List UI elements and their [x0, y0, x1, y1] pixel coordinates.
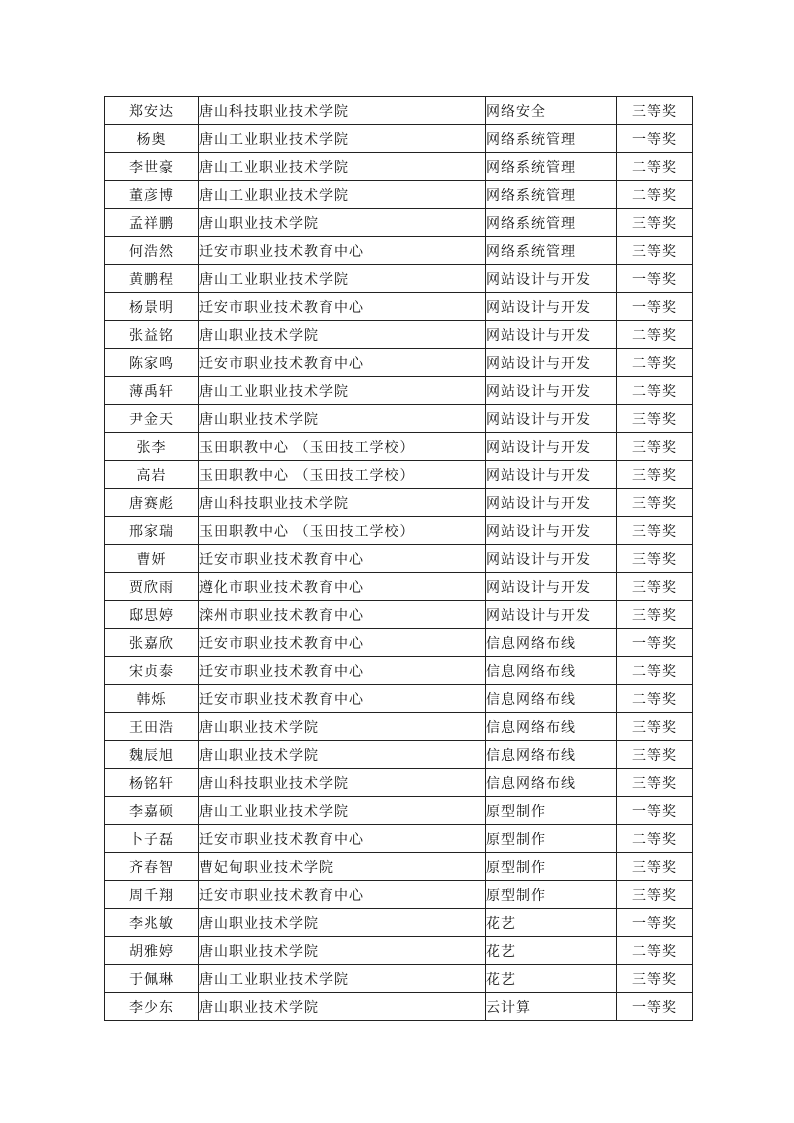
- school-cell: 玉田职教中心 （玉田技工学校）: [199, 461, 486, 489]
- school-cell: 遵化市职业技术教育中心: [199, 573, 486, 601]
- event-cell: 网络系统管理: [486, 237, 617, 265]
- table-row: [105, 741, 693, 769]
- school-cell: 迁安市职业技术教育中心: [199, 881, 486, 909]
- school-cell: 迁安市职业技术教育中心: [199, 629, 486, 657]
- event-cell: 信息网络布线: [486, 769, 617, 797]
- school-cell: 迁安市职业技术教育中心: [199, 237, 486, 265]
- student-name-cell: 张李: [105, 433, 199, 461]
- table-row: [105, 293, 693, 321]
- award-cell: 二等奖: [617, 321, 693, 349]
- student-name-cell: 邢家瑞: [105, 517, 199, 545]
- table-row: [105, 937, 693, 965]
- table-row: [105, 657, 693, 685]
- student-name-cell: 高岩: [105, 461, 199, 489]
- award-cell: 二等奖: [617, 153, 693, 181]
- event-cell: 网站设计与开发: [486, 433, 617, 461]
- award-cell: 二等奖: [617, 349, 693, 377]
- student-name-cell: 周千翔: [105, 881, 199, 909]
- table-row: [105, 97, 693, 125]
- student-name-cell: 郑安达: [105, 97, 199, 125]
- award-cell: 一等奖: [617, 293, 693, 321]
- student-name-cell: 杨景明: [105, 293, 199, 321]
- school-cell: 迁安市职业技术教育中心: [199, 657, 486, 685]
- event-cell: 网络系统管理: [486, 181, 617, 209]
- event-cell: 原型制作: [486, 881, 617, 909]
- award-cell: 三等奖: [617, 517, 693, 545]
- table-row: [105, 349, 693, 377]
- student-name-cell: 李世豪: [105, 153, 199, 181]
- school-cell: 迁安市职业技术教育中心: [199, 293, 486, 321]
- award-cell: 一等奖: [617, 909, 693, 937]
- table-row: [105, 125, 693, 153]
- event-cell: 网站设计与开发: [486, 265, 617, 293]
- student-name-cell: 于佩琳: [105, 965, 199, 993]
- award-cell: 三等奖: [617, 741, 693, 769]
- table-row: [105, 321, 693, 349]
- award-cell: 二等奖: [617, 181, 693, 209]
- award-cell: 二等奖: [617, 657, 693, 685]
- student-name-cell: 贾欣雨: [105, 573, 199, 601]
- student-name-cell: 李少东: [105, 993, 199, 1021]
- school-cell: 曹妃甸职业技术学院: [199, 853, 486, 881]
- student-name-cell: 董彦博: [105, 181, 199, 209]
- award-cell: 三等奖: [617, 545, 693, 573]
- awards-table-body: [105, 97, 693, 1021]
- event-cell: 原型制作: [486, 853, 617, 881]
- award-cell: 三等奖: [617, 713, 693, 741]
- school-cell: 唐山工业职业技术学院: [199, 125, 486, 153]
- student-name-cell: 王田浩: [105, 713, 199, 741]
- table-row: [105, 909, 693, 937]
- event-cell: 原型制作: [486, 797, 617, 825]
- school-cell: 唐山工业职业技术学院: [199, 153, 486, 181]
- student-name-cell: 陈家鸣: [105, 349, 199, 377]
- table-row: [105, 433, 693, 461]
- award-cell: 三等奖: [617, 965, 693, 993]
- award-cell: 三等奖: [617, 853, 693, 881]
- event-cell: 云计算: [486, 993, 617, 1021]
- table-row: [105, 209, 693, 237]
- table-row: [105, 153, 693, 181]
- student-name-cell: 孟祥鹏: [105, 209, 199, 237]
- event-cell: 网络系统管理: [486, 209, 617, 237]
- award-cell: 三等奖: [617, 433, 693, 461]
- student-name-cell: 张嘉欣: [105, 629, 199, 657]
- table-row: [105, 405, 693, 433]
- table-row: [105, 629, 693, 657]
- school-cell: 唐山职业技术学院: [199, 209, 486, 237]
- event-cell: 网络安全: [486, 97, 617, 125]
- event-cell: 网站设计与开发: [486, 545, 617, 573]
- school-cell: 唐山职业技术学院: [199, 405, 486, 433]
- student-name-cell: 齐春智: [105, 853, 199, 881]
- student-name-cell: 薄禹轩: [105, 377, 199, 405]
- award-cell: 三等奖: [617, 461, 693, 489]
- table-row: [105, 237, 693, 265]
- awards-table: [104, 96, 693, 1021]
- award-cell: 三等奖: [617, 881, 693, 909]
- event-cell: 花艺: [486, 937, 617, 965]
- event-cell: 花艺: [486, 909, 617, 937]
- school-cell: 唐山科技职业技术学院: [199, 489, 486, 517]
- student-name-cell: 胡雅婷: [105, 937, 199, 965]
- event-cell: 网站设计与开发: [486, 405, 617, 433]
- table-row: [105, 853, 693, 881]
- award-cell: 二等奖: [617, 937, 693, 965]
- school-cell: 唐山工业职业技术学院: [199, 797, 486, 825]
- table-row: [105, 517, 693, 545]
- table-row: [105, 181, 693, 209]
- student-name-cell: 杨奥: [105, 125, 199, 153]
- school-cell: 唐山职业技术学院: [199, 909, 486, 937]
- student-name-cell: 韩烁: [105, 685, 199, 713]
- event-cell: 网站设计与开发: [486, 461, 617, 489]
- student-name-cell: 魏辰旭: [105, 741, 199, 769]
- event-cell: 网站设计与开发: [486, 601, 617, 629]
- student-name-cell: 唐赛彪: [105, 489, 199, 517]
- table-row: [105, 769, 693, 797]
- school-cell: 唐山职业技术学院: [199, 741, 486, 769]
- school-cell: 唐山工业职业技术学院: [199, 965, 486, 993]
- event-cell: 网络系统管理: [486, 153, 617, 181]
- award-cell: 一等奖: [617, 265, 693, 293]
- school-cell: 唐山职业技术学院: [199, 993, 486, 1021]
- student-name-cell: 邸思婷: [105, 601, 199, 629]
- student-name-cell: 尹金天: [105, 405, 199, 433]
- school-cell: 唐山职业技术学院: [199, 713, 486, 741]
- award-cell: 三等奖: [617, 573, 693, 601]
- school-cell: 唐山职业技术学院: [199, 937, 486, 965]
- award-cell: 三等奖: [617, 601, 693, 629]
- event-cell: 网站设计与开发: [486, 489, 617, 517]
- table-row: [105, 601, 693, 629]
- school-cell: 唐山职业技术学院: [199, 321, 486, 349]
- event-cell: 信息网络布线: [486, 657, 617, 685]
- school-cell: 唐山工业职业技术学院: [199, 265, 486, 293]
- event-cell: 花艺: [486, 965, 617, 993]
- school-cell: 玉田职教中心 （玉田技工学校）: [199, 433, 486, 461]
- student-name-cell: 李兆敏: [105, 909, 199, 937]
- event-cell: 原型制作: [486, 825, 617, 853]
- event-cell: 网站设计与开发: [486, 321, 617, 349]
- student-name-cell: 黄鹏程: [105, 265, 199, 293]
- award-cell: 一等奖: [617, 797, 693, 825]
- table-row: [105, 685, 693, 713]
- school-cell: 迁安市职业技术教育中心: [199, 545, 486, 573]
- table-row: [105, 993, 693, 1021]
- student-name-cell: 卜子磊: [105, 825, 199, 853]
- student-name-cell: 宋贞泰: [105, 657, 199, 685]
- event-cell: 网站设计与开发: [486, 517, 617, 545]
- table-row: [105, 881, 693, 909]
- event-cell: 信息网络布线: [486, 629, 617, 657]
- table-row: [105, 573, 693, 601]
- event-cell: 网站设计与开发: [486, 573, 617, 601]
- award-cell: 二等奖: [617, 377, 693, 405]
- event-cell: 网站设计与开发: [486, 377, 617, 405]
- award-cell: 三等奖: [617, 97, 693, 125]
- award-cell: 二等奖: [617, 685, 693, 713]
- school-cell: 唐山工业职业技术学院: [199, 377, 486, 405]
- award-cell: 三等奖: [617, 209, 693, 237]
- event-cell: 信息网络布线: [486, 685, 617, 713]
- award-cell: 三等奖: [617, 489, 693, 517]
- student-name-cell: 张益铭: [105, 321, 199, 349]
- school-cell: 唐山工业职业技术学院: [199, 181, 486, 209]
- event-cell: 信息网络布线: [486, 713, 617, 741]
- award-cell: 一等奖: [617, 125, 693, 153]
- table-row: [105, 713, 693, 741]
- award-cell: 三等奖: [617, 769, 693, 797]
- table-row: [105, 265, 693, 293]
- table-row: [105, 377, 693, 405]
- event-cell: 信息网络布线: [486, 741, 617, 769]
- school-cell: 唐山科技职业技术学院: [199, 97, 486, 125]
- award-cell: 二等奖: [617, 825, 693, 853]
- award-cell: 三等奖: [617, 405, 693, 433]
- student-name-cell: 何浩然: [105, 237, 199, 265]
- table-row: [105, 825, 693, 853]
- school-cell: 迁安市职业技术教育中心: [199, 825, 486, 853]
- award-cell: 一等奖: [617, 629, 693, 657]
- event-cell: 网站设计与开发: [486, 293, 617, 321]
- table-row: [105, 489, 693, 517]
- student-name-cell: 杨铭轩: [105, 769, 199, 797]
- award-cell: 一等奖: [617, 993, 693, 1021]
- school-cell: 迁安市职业技术教育中心: [199, 349, 486, 377]
- table-row: [105, 545, 693, 573]
- event-cell: 网络系统管理: [486, 125, 617, 153]
- school-cell: 唐山科技职业技术学院: [199, 769, 486, 797]
- school-cell: 玉田职教中心 （玉田技工学校）: [199, 517, 486, 545]
- school-cell: 滦州市职业技术教育中心: [199, 601, 486, 629]
- school-cell: 迁安市职业技术教育中心: [199, 685, 486, 713]
- table-row: [105, 461, 693, 489]
- event-cell: 网站设计与开发: [486, 349, 617, 377]
- table-row: [105, 965, 693, 993]
- student-name-cell: 李嘉硕: [105, 797, 199, 825]
- table-row: [105, 797, 693, 825]
- award-cell: 三等奖: [617, 237, 693, 265]
- student-name-cell: 曹妍: [105, 545, 199, 573]
